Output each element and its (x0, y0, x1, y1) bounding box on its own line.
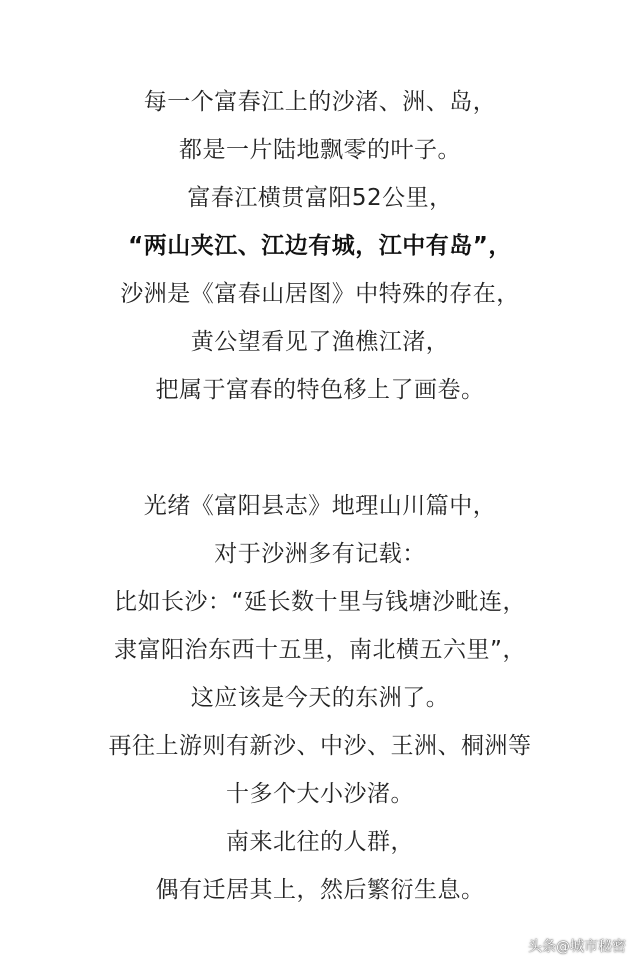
text-line: 偶有迁居其上，然后繁衍生息。 (155, 877, 485, 903)
paragraph-1 (0, 78, 640, 414)
text-line: 再往上游则有新沙、中沙、王洲、桐洲等 (108, 733, 532, 759)
text-line: 富春江横贯富阳52公里， (187, 185, 453, 211)
bold-quote-line: “两山夹江、江边有城，江中有岛”， (128, 233, 512, 259)
text-line: 黄公望看见了渔樵江渚， (190, 329, 450, 355)
text-line: 光绪《富阳县志》地理山川篇中， (143, 493, 497, 519)
text-line: 把属于富春的特色移上了画卷。 (155, 377, 485, 403)
text-line: 对于沙洲多有记载： (214, 541, 426, 567)
text-line: 十多个大小沙渚。 (226, 781, 414, 807)
paragraph-spacer (0, 414, 640, 482)
article-body (0, 78, 640, 914)
text-line: 南来北往的人群， (226, 829, 414, 855)
text-line: 每一个富春江上的沙渚、洲、岛， (143, 89, 497, 115)
text-line: 这应该是今天的东洲了。 (190, 685, 450, 711)
text-line: 沙洲是《富春山居图》中特殊的存在， (120, 281, 520, 307)
paragraph-2 (0, 482, 640, 914)
text-line: 比如长沙：“延长数十里与钱塘沙毗连， (114, 589, 526, 615)
source-watermark: 头条@城市秘密 (528, 939, 626, 955)
text-line: 隶富阳治东西十五里，南北横五六里”， (114, 637, 526, 663)
text-line: 都是一片陆地飘零的叶子。 (179, 137, 461, 163)
